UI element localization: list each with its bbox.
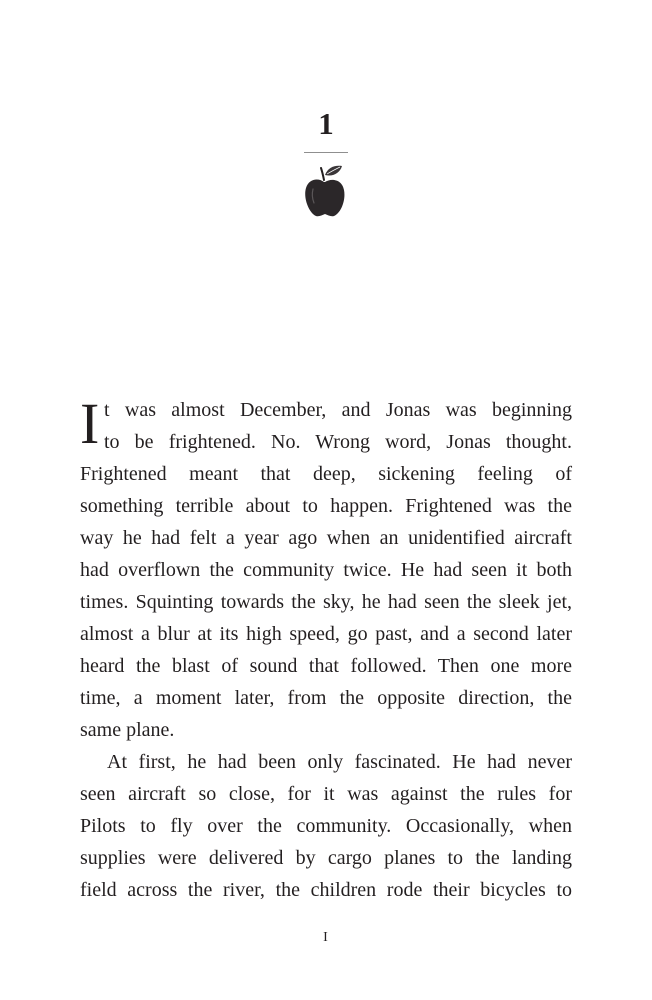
text-line: had overflown the community twice. He had seen it both [80,559,572,581]
text-line: same plane. [80,719,175,741]
text-line: field across the river, the children rode their bicycles to [80,879,572,901]
page-number: I [323,930,329,945]
drop-cap: I [80,391,100,456]
line-text: t was almost December, and Jonas was beginning [104,399,572,421]
apple-icon [304,163,346,219]
text-line: time, a moment later, from the opposite direction, the [80,687,572,709]
text-line: heard the blast of sound that followed. Then one more [80,655,572,677]
chapter-number: 1 [318,106,334,141]
text-line: At first, he had been only fascinated. He had never [107,751,572,773]
chapter-divider [304,152,348,153]
body-text [80,391,572,906]
text-line: almost a blur at its high speed, go past, and a second later [80,623,572,645]
text-line: way he had felt a year ago when an unidentified aircraft [80,527,572,549]
text-line: Frightened meant that deep, sickening feeling of [80,463,572,485]
text-line: Pilots to fly over the community. Occasionally, when [80,815,572,837]
text-line: supplies were delivered by cargo planes to the landing [80,847,572,869]
text-line: times. Squinting towards the sky, he had seen the sleek jet, [80,591,572,613]
text-line: something terrible about to happen. Frightened was the [80,495,572,517]
text-line: to be frightened. No. Wrong word, Jonas thought. [104,431,572,453]
text-line: seen aircraft so close, for it was against the rules for [80,783,572,805]
